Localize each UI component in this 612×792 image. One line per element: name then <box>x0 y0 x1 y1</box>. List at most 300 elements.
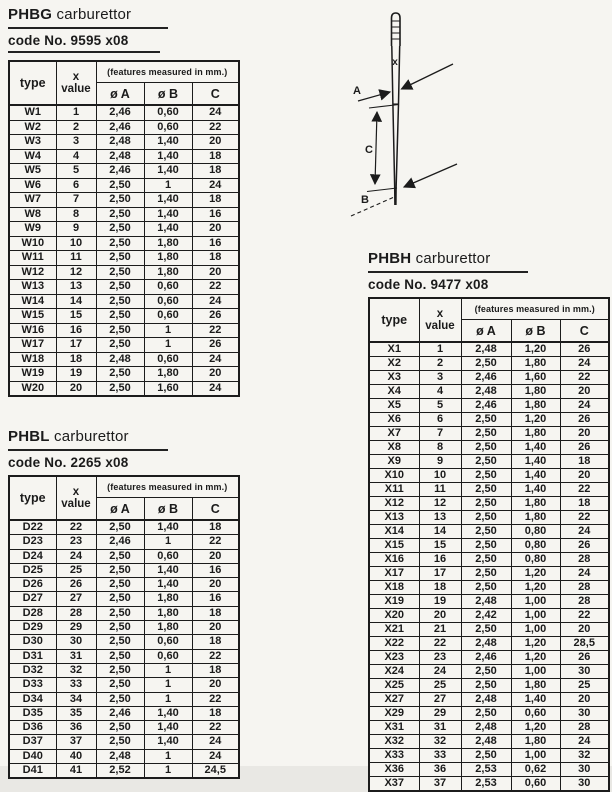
x-value-cell: 18 <box>419 581 461 595</box>
table-row <box>9 735 239 749</box>
dia-a-cell: 2,50 <box>96 578 144 592</box>
dia-a-cell: 2,50 <box>96 635 144 649</box>
dia-a-cell: 2,50 <box>461 665 511 679</box>
x-value-cell: 19 <box>419 595 461 609</box>
table-row <box>369 707 609 721</box>
type-cell: W7 <box>9 193 56 208</box>
col-header-dia-a: ø A <box>96 498 144 521</box>
c-cell: 28 <box>560 581 609 595</box>
x-value-cell: 24 <box>419 665 461 679</box>
dia-a-cell: 2,42 <box>461 609 511 623</box>
c-cell: 20 <box>560 469 609 483</box>
table-row <box>9 367 239 382</box>
dia-a-cell: 2,48 <box>96 135 144 150</box>
type-cell: D36 <box>9 721 56 735</box>
c-cell: 20 <box>192 621 239 635</box>
c-cell: 28 <box>560 721 609 735</box>
type-cell: D37 <box>9 735 56 749</box>
c-cell: 24 <box>192 749 239 763</box>
dia-a-cell: 2,50 <box>461 441 511 455</box>
x-value-cell: 33 <box>56 678 96 692</box>
x-value-cell: 2 <box>56 120 96 135</box>
type-cell: D27 <box>9 592 56 606</box>
c-cell: 22 <box>192 120 239 135</box>
type-cell: W18 <box>9 352 56 367</box>
dia-b-cell: 1,80 <box>144 251 192 266</box>
x-value-cell: 32 <box>56 663 96 677</box>
label-x-marking: x <box>392 57 398 68</box>
col-header-dia-b: ø B <box>144 498 192 521</box>
table-row <box>369 763 609 777</box>
c-cell: 26 <box>560 441 609 455</box>
c-cell: 20 <box>192 135 239 150</box>
dia-a-cell: 2,53 <box>461 777 511 792</box>
c-cell: 16 <box>192 563 239 577</box>
x-value-cell: 25 <box>419 679 461 693</box>
x-value-cell: 15 <box>56 309 96 324</box>
section-phbl <box>8 428 240 779</box>
x-value-cell: 10 <box>419 469 461 483</box>
dia-b-cell: 1,40 <box>511 469 560 483</box>
dia-a-cell: 2,50 <box>96 621 144 635</box>
table-row <box>369 721 609 735</box>
type-cell: X22 <box>369 637 419 651</box>
dia-b-cell: 1,40 <box>144 735 192 749</box>
table-row <box>369 749 609 763</box>
x-value-cell: 6 <box>56 178 96 193</box>
type-cell: X36 <box>369 763 419 777</box>
model-name: PHBH <box>368 250 412 267</box>
type-cell: W16 <box>9 323 56 338</box>
c-cell: 22 <box>560 371 609 385</box>
type-cell: W1 <box>9 105 56 120</box>
table-row <box>369 371 609 385</box>
x-value-cell: 8 <box>419 441 461 455</box>
table-row <box>9 294 239 309</box>
dia-b-cell: 0,60 <box>144 294 192 309</box>
x-value-cell: 28 <box>56 606 96 620</box>
dia-b-cell: 1 <box>144 749 192 763</box>
dia-a-cell: 2,50 <box>96 222 144 237</box>
dia-b-cell: 1,40 <box>144 578 192 592</box>
col-header-dia-b: ø B <box>144 83 192 106</box>
c-cell: 24 <box>192 294 239 309</box>
c-cell: 22 <box>192 649 239 663</box>
table-row <box>369 399 609 413</box>
dia-b-cell: 1,20 <box>511 413 560 427</box>
x-value-cell: 16 <box>419 553 461 567</box>
c-cell: 26 <box>192 309 239 324</box>
c-cell: 24 <box>192 735 239 749</box>
dia-b-cell: 0,60 <box>144 309 192 324</box>
dia-a-cell: 2,48 <box>461 721 511 735</box>
type-cell: X21 <box>369 623 419 637</box>
type-cell: D23 <box>9 535 56 549</box>
dia-b-cell: 1 <box>144 178 192 193</box>
dia-a-cell: 2,50 <box>461 567 511 581</box>
c-cell: 18 <box>192 663 239 677</box>
dia-b-cell: 1,20 <box>511 721 560 735</box>
dia-b-cell: 1,40 <box>511 693 560 707</box>
x-value-cell: 29 <box>56 621 96 635</box>
table-row <box>369 483 609 497</box>
c-cell: 18 <box>192 164 239 179</box>
type-cell: D40 <box>9 749 56 763</box>
type-cell: X18 <box>369 581 419 595</box>
x-value-cell: 18 <box>56 352 96 367</box>
x-value-cell: 37 <box>56 735 96 749</box>
dia-b-cell: 0,60 <box>511 777 560 792</box>
c-cell: 24 <box>560 567 609 581</box>
code-number-phbh: code No. 9477 x08 <box>368 277 489 292</box>
table-row <box>9 149 239 164</box>
needle-spec-table-phbh <box>368 297 610 792</box>
c-cell: 20 <box>560 693 609 707</box>
dia-b-cell: 1,00 <box>511 595 560 609</box>
dia-b-cell: 1,60 <box>511 371 560 385</box>
dia-a-cell: 2,50 <box>96 549 144 563</box>
type-cell: X32 <box>369 735 419 749</box>
dia-b-cell: 1,20 <box>511 651 560 665</box>
table-body <box>369 342 609 791</box>
table-row <box>369 497 609 511</box>
dia-b-cell: 1,40 <box>144 135 192 150</box>
table-row <box>9 338 239 353</box>
section-title-phbh <box>368 250 528 273</box>
c-cell: 24 <box>560 357 609 371</box>
dia-a-cell: 2,50 <box>461 469 511 483</box>
dia-a-cell: 2,50 <box>96 265 144 280</box>
dia-a-cell: 2,48 <box>461 735 511 749</box>
dia-b-cell: 1 <box>144 323 192 338</box>
c-cell: 24 <box>192 105 239 120</box>
dia-a-cell: 2,48 <box>96 749 144 763</box>
needle-spec-table-phbl <box>8 475 240 779</box>
dim-b-arrows <box>351 164 457 216</box>
table-row <box>9 549 239 563</box>
dia-a-cell: 2,50 <box>461 707 511 721</box>
type-cell: X12 <box>369 497 419 511</box>
dia-a-cell: 2,50 <box>96 721 144 735</box>
dia-b-cell: 1,20 <box>511 567 560 581</box>
type-cell: X8 <box>369 441 419 455</box>
c-cell: 22 <box>192 280 239 295</box>
table-row <box>369 567 609 581</box>
x-value-cell: 8 <box>56 207 96 222</box>
c-cell: 28,5 <box>560 637 609 651</box>
table-row <box>369 511 609 525</box>
dia-a-cell: 2,50 <box>96 563 144 577</box>
c-cell: 20 <box>560 623 609 637</box>
value-label: value <box>61 498 91 510</box>
col-header-dia-b: ø B <box>511 320 560 343</box>
table-row <box>369 679 609 693</box>
x-value-cell: 24 <box>56 549 96 563</box>
dia-b-cell: 0,80 <box>511 539 560 553</box>
dia-a-cell: 2,46 <box>96 535 144 549</box>
table-row <box>369 693 609 707</box>
table-row <box>9 663 239 677</box>
table-body <box>9 105 239 396</box>
x-value-cell: 31 <box>56 649 96 663</box>
dia-b-cell: 1,80 <box>144 265 192 280</box>
x-value-cell: 27 <box>419 693 461 707</box>
x-value-cell: 15 <box>419 539 461 553</box>
dia-a-cell: 2,50 <box>96 678 144 692</box>
dia-b-cell: 1,40 <box>144 207 192 222</box>
dia-b-cell: 0,60 <box>144 649 192 663</box>
type-cell: W20 <box>9 381 56 396</box>
x-value-cell: 11 <box>56 251 96 266</box>
type-cell: X1 <box>369 342 419 357</box>
c-cell: 20 <box>192 678 239 692</box>
x-value-cell: 22 <box>419 637 461 651</box>
dia-b-cell: 0,60 <box>144 120 192 135</box>
type-cell: X7 <box>369 427 419 441</box>
c-cell: 28 <box>560 595 609 609</box>
c-cell: 24,5 <box>192 764 239 779</box>
dia-b-cell: 1,60 <box>144 381 192 396</box>
dia-a-cell: 2,50 <box>96 338 144 353</box>
dia-a-cell: 2,50 <box>96 193 144 208</box>
x-value-cell: 6 <box>419 413 461 427</box>
x-value-cell: 7 <box>56 193 96 208</box>
c-cell: 20 <box>192 367 239 382</box>
type-cell: W17 <box>9 338 56 353</box>
code-number-phbl: code No. 2265 x08 <box>8 455 129 470</box>
type-cell: W9 <box>9 222 56 237</box>
x-value-cell: 9 <box>419 455 461 469</box>
dia-a-cell: 2,50 <box>96 251 144 266</box>
table-row <box>369 441 609 455</box>
x-value-cell: 37 <box>419 777 461 792</box>
dia-a-cell: 2,50 <box>96 309 144 324</box>
type-cell: X4 <box>369 385 419 399</box>
dia-a-cell: 2,50 <box>461 427 511 441</box>
dia-b-cell: 0,80 <box>511 525 560 539</box>
c-cell: 22 <box>560 511 609 525</box>
c-cell: 20 <box>192 222 239 237</box>
type-cell: W6 <box>9 178 56 193</box>
table-row <box>9 563 239 577</box>
type-cell: X25 <box>369 679 419 693</box>
type-cell: D34 <box>9 692 56 706</box>
dia-b-cell: 1,80 <box>511 427 560 441</box>
dia-b-cell: 1,80 <box>144 236 192 251</box>
type-cell: D41 <box>9 764 56 779</box>
col-header-dia-a: ø A <box>96 83 144 106</box>
c-cell: 22 <box>560 609 609 623</box>
dia-b-cell: 1,80 <box>511 497 560 511</box>
code-number-phbg: code No. 9595 x08 <box>8 32 160 53</box>
c-cell: 26 <box>560 342 609 357</box>
col-header-features: (features measured in mm.) <box>96 476 239 498</box>
table-row <box>9 280 239 295</box>
c-cell: 22 <box>192 323 239 338</box>
dia-b-cell: 1 <box>144 663 192 677</box>
table-row <box>9 164 239 179</box>
title-rest: carburettor <box>411 250 491 267</box>
value-label: value <box>425 320 455 332</box>
table-row <box>369 623 609 637</box>
dia-b-cell: 1,80 <box>144 606 192 620</box>
dia-b-cell: 1,80 <box>511 399 560 413</box>
col-header-dia-a: ø A <box>461 320 511 343</box>
table-row <box>369 553 609 567</box>
table-row <box>9 678 239 692</box>
type-cell: W12 <box>9 265 56 280</box>
dia-b-cell: 1 <box>144 535 192 549</box>
dim-a-arrows <box>358 64 453 101</box>
c-cell: 25 <box>560 679 609 693</box>
dia-a-cell: 2,48 <box>461 693 511 707</box>
dia-b-cell: 1,40 <box>144 164 192 179</box>
c-cell: 30 <box>560 707 609 721</box>
dia-b-cell: 1,80 <box>511 357 560 371</box>
c-cell: 18 <box>192 193 239 208</box>
table-row <box>369 637 609 651</box>
x-value-cell: 40 <box>56 749 96 763</box>
dia-b-cell: 1 <box>144 764 192 779</box>
table-row <box>9 520 239 535</box>
table-row <box>9 265 239 280</box>
x-value-cell: 34 <box>56 692 96 706</box>
dia-a-cell: 2,50 <box>461 413 511 427</box>
dia-b-cell: 1 <box>144 678 192 692</box>
table-row <box>369 427 609 441</box>
dia-a-cell: 2,46 <box>461 399 511 413</box>
x-value-cell: 14 <box>419 525 461 539</box>
x-value-cell: 19 <box>56 367 96 382</box>
x-value-cell: 13 <box>419 511 461 525</box>
section-phbg <box>8 6 240 397</box>
col-header-features: (features measured in mm.) <box>96 61 239 83</box>
x-value-cell: 33 <box>419 749 461 763</box>
x-value-cell: 27 <box>56 592 96 606</box>
dia-a-cell: 2,48 <box>461 595 511 609</box>
type-cell: D22 <box>9 520 56 535</box>
table-row <box>369 539 609 553</box>
table-row <box>9 178 239 193</box>
dia-a-cell: 2,46 <box>461 371 511 385</box>
x-value-cell: 25 <box>56 563 96 577</box>
c-cell: 18 <box>192 635 239 649</box>
type-cell: X13 <box>369 511 419 525</box>
table-row <box>9 251 239 266</box>
c-cell: 20 <box>560 427 609 441</box>
table-row <box>9 352 239 367</box>
type-cell: X19 <box>369 595 419 609</box>
dia-a-cell: 2,50 <box>96 178 144 193</box>
x-value-cell: 30 <box>56 635 96 649</box>
c-cell: 18 <box>192 706 239 720</box>
dia-a-cell: 2,50 <box>96 294 144 309</box>
x-value-cell: 9 <box>56 222 96 237</box>
dia-b-cell: 1,80 <box>144 367 192 382</box>
x-value-cell: 16 <box>56 323 96 338</box>
type-cell: X2 <box>369 357 419 371</box>
dia-b-cell: 1,80 <box>511 735 560 749</box>
type-cell: W10 <box>9 236 56 251</box>
table-row <box>369 385 609 399</box>
table-row <box>9 222 239 237</box>
type-cell: D29 <box>9 621 56 635</box>
type-cell: W5 <box>9 164 56 179</box>
type-cell: X9 <box>369 455 419 469</box>
type-cell: D25 <box>9 563 56 577</box>
table-row <box>9 309 239 324</box>
c-cell: 18 <box>192 149 239 164</box>
dia-a-cell: 2,46 <box>461 651 511 665</box>
dia-a-cell: 2,50 <box>96 323 144 338</box>
c-cell: 26 <box>192 338 239 353</box>
table-row <box>9 236 239 251</box>
dia-a-cell: 2,50 <box>96 520 144 535</box>
type-cell: X33 <box>369 749 419 763</box>
type-cell: X16 <box>369 553 419 567</box>
x-value-cell: 14 <box>56 294 96 309</box>
x-value-cell: 11 <box>419 483 461 497</box>
dia-a-cell: 2,46 <box>96 120 144 135</box>
needle-diagram <box>350 2 500 242</box>
col-header-x-value <box>56 61 96 105</box>
c-cell: 18 <box>192 251 239 266</box>
dia-b-cell: 1,40 <box>511 483 560 497</box>
table-row <box>9 764 239 779</box>
type-cell: W4 <box>9 149 56 164</box>
x-value-cell: 23 <box>56 535 96 549</box>
dia-a-cell: 2,53 <box>461 763 511 777</box>
type-cell: X37 <box>369 777 419 792</box>
dia-a-cell: 2,50 <box>96 381 144 396</box>
c-cell: 16 <box>192 207 239 222</box>
dia-a-cell: 2,50 <box>461 553 511 567</box>
table-row <box>9 635 239 649</box>
x-value-cell: 23 <box>419 651 461 665</box>
x-value-cell: 32 <box>419 735 461 749</box>
c-cell: 20 <box>560 385 609 399</box>
dia-b-cell: 1,20 <box>511 637 560 651</box>
dia-a-cell: 2,48 <box>96 352 144 367</box>
label-c: C <box>365 144 373 156</box>
dia-a-cell: 2,50 <box>96 663 144 677</box>
dia-a-cell: 2,50 <box>461 525 511 539</box>
table-row <box>9 193 239 208</box>
x-value-cell: 22 <box>56 520 96 535</box>
needle-shaft <box>392 46 400 205</box>
dia-b-cell: 0,60 <box>144 549 192 563</box>
table-row <box>369 609 609 623</box>
x-value-cell: 31 <box>419 721 461 735</box>
dia-a-cell: 2,50 <box>96 735 144 749</box>
table-row <box>9 381 239 396</box>
table-row <box>9 135 239 150</box>
title-rest: carburettor <box>52 6 132 23</box>
dia-b-cell: 1,80 <box>144 592 192 606</box>
col-header-type: type <box>9 476 56 520</box>
x-value-cell: 36 <box>56 721 96 735</box>
x-value-cell: 36 <box>419 763 461 777</box>
type-cell: X24 <box>369 665 419 679</box>
dia-a-cell: 2,50 <box>461 455 511 469</box>
table-row <box>369 651 609 665</box>
col-header-type: type <box>369 298 419 342</box>
c-cell: 16 <box>192 592 239 606</box>
x-value-cell: 4 <box>419 385 461 399</box>
x-value-cell: 5 <box>419 399 461 413</box>
x-value-cell: 35 <box>56 706 96 720</box>
c-cell: 16 <box>192 236 239 251</box>
